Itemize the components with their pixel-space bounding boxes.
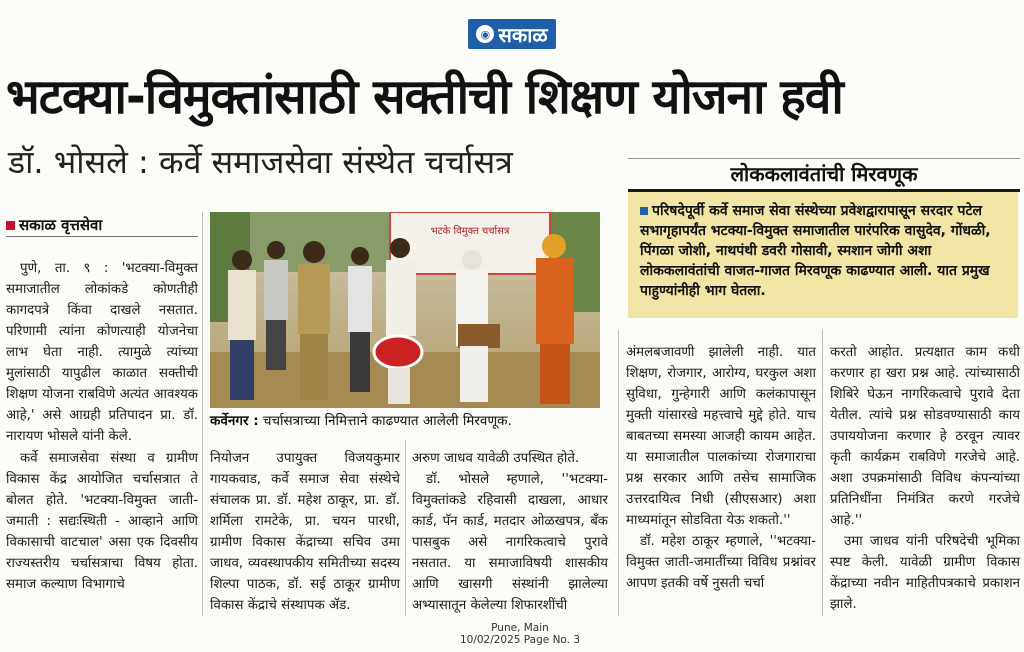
paragraph: नियोजन उपायुक्त विजयकुमार गायकवाड, कर्वे समाज सेवा संस्थेचे संचालक प्रा. डॉ. महेश ठाकूर, प्रा. डॉ. शर्मिला रामटेके, प्रा. चयन पारधी, ग्रामीण विकास केंद्राच्या सचिव उमा जाधव, व्यवस्थापकीय समितीच्या सदस्य शिल्पा पाठक, डॉ. सई ठाकूर ग्रामीण विकास केंद्राचे संस्थापक ॲड. [210, 451, 400, 613]
side-box-title: लोककलावंतांची मिरवणूक [628, 158, 1020, 192]
subheadline: डॉ. भोसले : कर्वे समाजसेवा संस्थेत चर्चासत्र [8, 143, 513, 181]
paragraph: पुणे, ता. ९ : 'भटक्या-विमुक्त समाजातील लोकांकडे कोणतीही कागदपत्रे किंवा दाखले नसतात. परिणामी त्यांना कोणत्याही योजनेचा लाभ घेता नाही. त्यामुळे त्यांच्या मुलांसाठी यापुढील काळात सक्तीची शिक्षण योजना राबविणे अत्यंत आवश्यक आहे,' असे आग्रही प्रतिपादन प्रा. डॉ. नारायण भोसले यांनी केले. [6, 261, 198, 444]
paragraph: करतो आहोत. प्रत्यक्षात काम कधी करणार हा खरा प्रश्न आहे. त्यांच्यासाठी शिबिरे घेऊन नागरिकत्वाचे पुरावे देता येतील. त्यांचे प्रश्न सोडवण्यासाठी काय उपाययोजना करणार हे ठरवून त्यावर कृती कार्यक्रम राबविणे गरजेचे आहे. अशा उपक्रमांसाठी विविध कंपन्यांच्या प्रतिनिधींना निमंत्रित करणे गरजेचे आहे.'' [830, 345, 1020, 528]
caption-place: कर्वेनगर : [210, 413, 259, 429]
photo-banner-text: भटके विमुक्त चर्चासत्र [430, 226, 510, 237]
article-column-1 [6, 258, 198, 620]
column-divider [405, 440, 406, 616]
byline-text: सकाळ वृत्तसेवा [19, 216, 103, 234]
newspaper-logo [468, 19, 556, 49]
caption-text: चर्चासत्राच्या निमित्ताने काढण्यात आलेली मिरवणूक. [258, 413, 512, 429]
article-column-2 [210, 448, 400, 618]
paragraph: कर्वे समाजसेवा संस्था व ग्रामीण विकास केंद्र आयोजित चर्चासत्रात ते बोलत होते. 'भटक्या-विमुक्त जाती-जमाती : सद्यःस्थिती - आव्हाने आणि विकासाची वाटचाल' असा एक दिवसीय राज्यस्तरीय चर्चासत्राचा विषय होता. समाज कल्याण विभागाचे [6, 451, 198, 592]
date-page-label: 10/02/2025 Page No. 3 [459, 634, 581, 646]
column-divider [822, 330, 823, 616]
logo-emblem-icon: ◉ [476, 25, 494, 43]
article-column-5 [830, 342, 1020, 618]
headline: भटक्या-विमुक्तांसाठी सक्तीची शिक्षण योजना हवी [6, 69, 843, 125]
procession-photo [210, 212, 600, 408]
page-footer [430, 622, 610, 646]
logo-text: सकाळ [498, 22, 548, 47]
paragraph: अंमलबजावणी झालेली नाही. यात शिक्षण, रोजगार, आरोग्य, घरकुल अशा सुविधा, गुन्हेगारी आणि कलंकापासून मुक्ती यांसारखे महत्त्वाचे मुद्दे होते. याच बाबतच्या समस्या आजही कायम आहेत. या समाजातील पालकांच्या रोजगाराचा प्रश्न सरकार आणि तसेच सामाजिक उत्तरदायित्व निधी (सीएसआर) अशा माध्यमांतून सोडविता येऊ शकतो.'' [626, 345, 816, 528]
photo-caption [210, 410, 610, 432]
article-photo [210, 212, 600, 408]
bullet-square-icon [640, 207, 648, 215]
column-divider [202, 212, 203, 616]
paragraph: डॉ. भोसले म्हणाले, ''भटक्या-विमुक्तांकडे रहिवासी दाखला, आधार कार्ड, पॅन कार्ड, मतदार ओळखपत्र, बँक पासबुक असे नागरिकत्वाचे पुरावे नसतात. या समाजाविषयी शासकीय आणि खासगी संस्थांनी झालेल्या अभ्यासातून केलेल्या शिफारशींची [412, 472, 608, 613]
side-box [628, 192, 1018, 318]
edition-label: Pune, Main [491, 622, 549, 634]
side-box-text: परिषदेपूर्वी कर्वे समाज सेवा संस्थेच्या प्रवेशद्वारापासून सरदार पटेल सभागृहापर्यंत भटक्या-विमुक्त समाजातील पारंपरिक वासुदेव, गोंधळी, पिंगळा जोशी, नाथपंथी डवरी गोसावी, स्मशान जोगी अशा लोककलावंतांची वाजत-गाजत मिरवणूक काढण्यात आली. यात प्रमुख पाहुण्यांनीही भाग घेतला. [640, 203, 991, 299]
byline-square-icon [6, 221, 15, 230]
column-divider [618, 330, 619, 616]
byline [6, 214, 198, 237]
article-column-4 [626, 342, 816, 618]
paragraph: उमा जाधव यांनी परिषदेची भूमिका स्पष्ट केली. यावेळी ग्रामीण विकास केंद्राच्या नवीन माहितीपत्रकाचे प्रकाशन झाले. [830, 534, 1020, 612]
article-column-3 [412, 448, 608, 618]
paragraph: अरुण जाधव यावेळी उपस्थित होते. [412, 451, 580, 466]
paragraph: डॉ. महेश ठाकूर म्हणाले, ''भटक्या-विमुक्त जाती-जमातींच्या विविध प्रश्नांवर आपण इतकी वर्षे नुसती चर्चा [626, 534, 816, 591]
